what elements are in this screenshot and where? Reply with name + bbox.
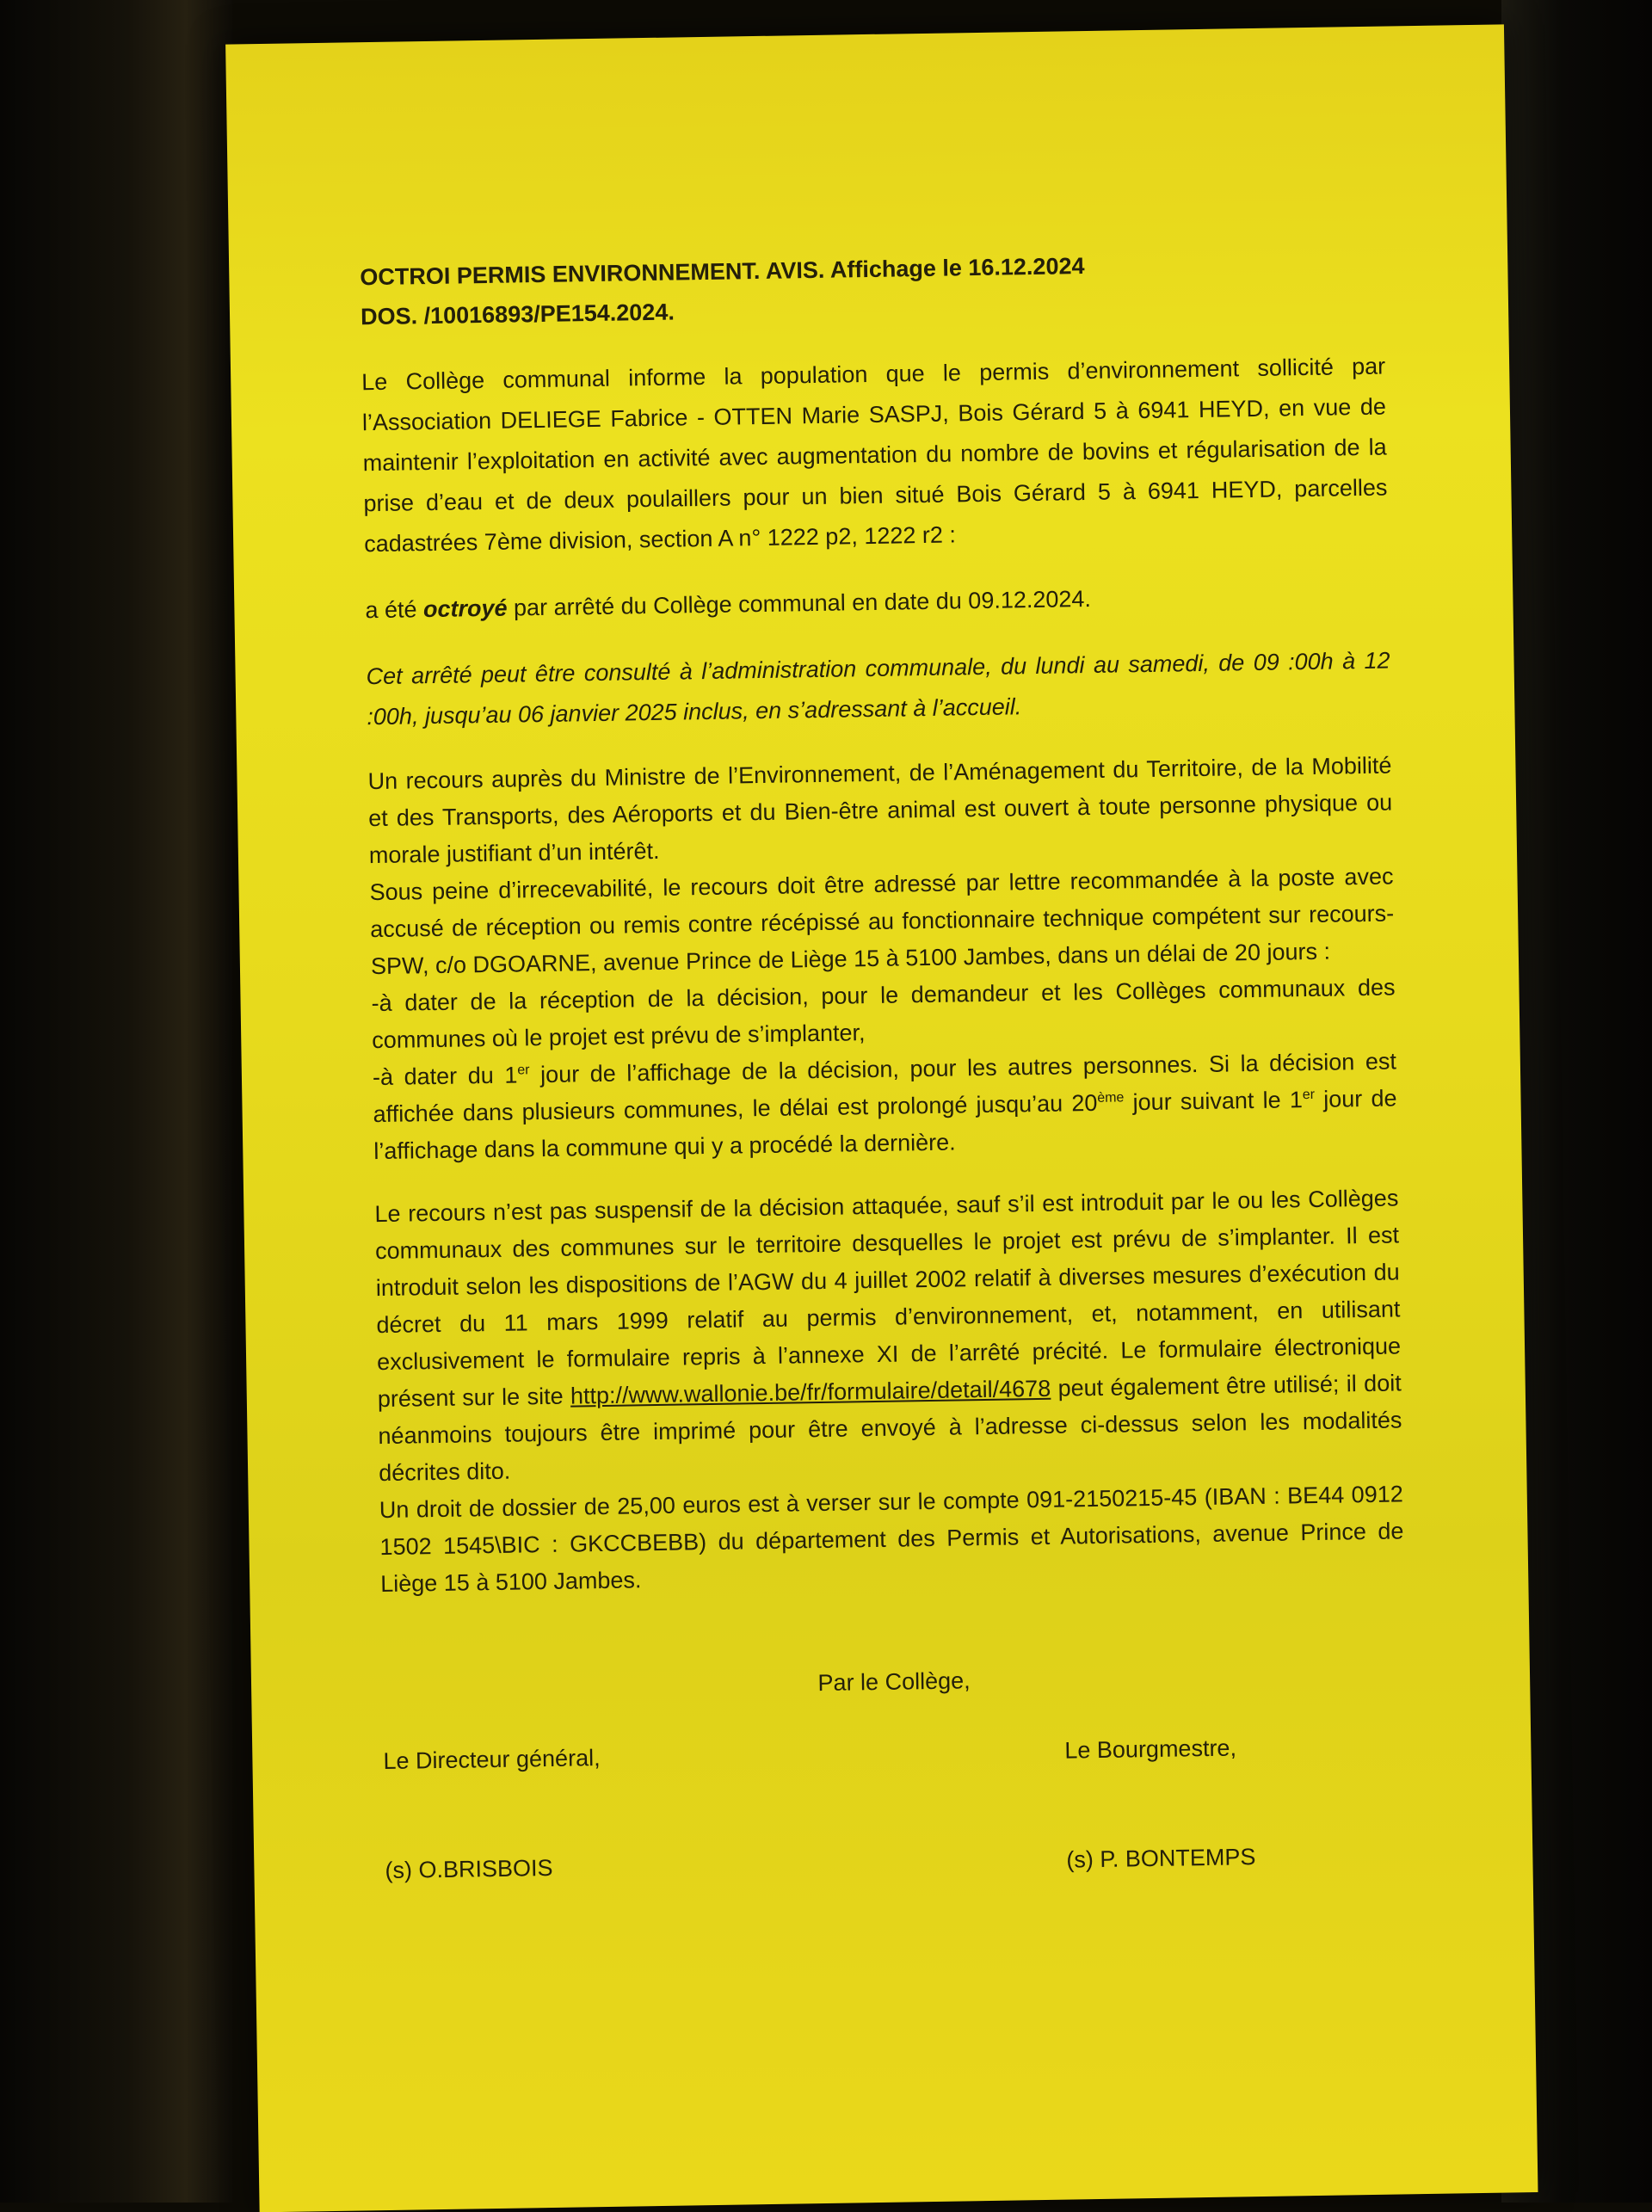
consultation-paragraph: Cet arrêté peut être consulté à l’administration communale, du lundi au samedi, de 09 :00h à 12 :00h, jusqu’au 06 janvier 2025 inclus, en s’adressant à l’accueil.	[366, 647, 1390, 730]
right-signatory-role: Le Bourgmestre,	[1064, 1734, 1237, 1764]
fee-paragraph: Un droit de dossier de 25,00 euros est à verser sur le compte 091-2150215-45 (IBAN : BE44 0912 1502 1545\BIC : GKCCBEBB) du département des Permis et Autorisations, avenue Prince de Liège 15 à 5100 Jambes.	[379, 1481, 1404, 1598]
delay-2-sup-2: ème	[1097, 1090, 1125, 1106]
delay-item-1: -à dater de la réception de la décision, pour le demandeur et les Collèges communaux des communes où le projet est prévu de s’implanter,	[371, 974, 1396, 1054]
appeal-form-paragraph: Sous peine d’irrecevabilité, le recours doit être adressé par lettre recommandée à la poste avec accusé de réception ou remis contre récépissé au fonctionnaire technique compétent sur recours-SPW, c/o DGOARNE, avenue Prince de Liège 15 à 5100 Jambes, dans un délai de 20 jours :	[369, 863, 1395, 980]
suspensive-paragraph	[374, 1180, 1402, 1492]
suspensive-end-text: peut également être utilisé; il doit néanmoins toujours être imprimé pour être envoyé à l’adresse ci-dessus selon les modalités décrites dito.	[378, 1370, 1402, 1487]
left-dark-surround	[0, 0, 232, 2203]
notice-body	[360, 242, 1409, 1891]
decision-suffix: par arrêté du Collège communal en date du 09.12.2024.	[507, 585, 1092, 621]
notice-title: OCTROI PERMIS ENVIRONNEMENT. AVIS. Affichage le 16.12.2024	[360, 253, 1085, 291]
wallonie-form-link[interactable]: http://www.wallonie.be/fr/formulaire/detail/4678	[570, 1375, 1051, 1409]
signature-roles	[383, 1725, 1408, 1782]
intro-paragraph: Le Collège communal informe la population que le permis d’environnement sollicité par l’Association DELIEGE Fabrice - OTTEN Marie SASPJ, Bois Gérard 5 à 6941 HEYD, en vue de maintenir l’exploitation en activité avec augmentation du nombre de bovins et régularisation de la prise d’eau et de deux poulaillers pour un bien situé Bois Gérard 5 à 6941 HEYD, parcelles cadastrées 7ème division, section A n° 1222 p2, 1222 r2 :	[361, 353, 1388, 558]
delay-2-sup-1: er	[517, 1063, 530, 1078]
yellow-notice-sheet	[225, 24, 1538, 2212]
delay-2-sup-3: er	[1302, 1087, 1316, 1103]
decision-emphasis: octroyé	[422, 595, 508, 623]
right-signatory-name: (s) P. BONTEMPS	[1066, 1844, 1256, 1873]
delay-2-part-a: -à dater du 1	[372, 1062, 518, 1091]
delay-2-part-c: jour suivant le 1	[1124, 1087, 1304, 1116]
suspensive-text: Le recours n’est pas suspensif de la décision attaquée, sauf s’il est introduit par le ou les Collèges communaux des communes sur le territoire desquelles le projet est prévu de s’implanter. Il est introduit selon les dispositions de l’AGW du 4 juillet 2002 relatif à diverses mesures d’exécution du décret du 11 mars 1999 relatif au permis d’environnement, et, notamment, en utilisant exclusivement le formulaire repris à l’annexe XI de l’arrêté précité. Le formulaire électronique présent sur le site	[374, 1185, 1402, 1413]
delay-item-2	[373, 1043, 1398, 1170]
signoff: Par le Collège,	[817, 1667, 971, 1697]
delay-2-part-d: jour de l’affichage dans la commune qui y a procédé la dernière.	[373, 1085, 1397, 1165]
left-signatory-name: (s) O.BRISBOIS	[385, 1854, 553, 1884]
dossier-number: DOS. /10016893/PE154.2024.	[360, 299, 675, 330]
appeal-intro-paragraph: Un recours auprès du Ministre de l’Environnement, de l’Aménagement du Territoire, de la Mobilité et des Transports, des Aéroports et du Bien-être animal est ouvert à toute personne physique ou morale justifiant d’un intérêt.	[367, 752, 1393, 869]
decision-prefix: a été	[365, 596, 424, 624]
left-signatory-role: Le Directeur général,	[383, 1745, 601, 1775]
signature-names	[385, 1834, 1409, 1891]
delay-2-part-b: jour de l’affichage de la décision, pour les autres personnes. Si la décision est affichée dans plusieurs communes, le délai est prolongé jusqu’au 20	[373, 1048, 1397, 1128]
